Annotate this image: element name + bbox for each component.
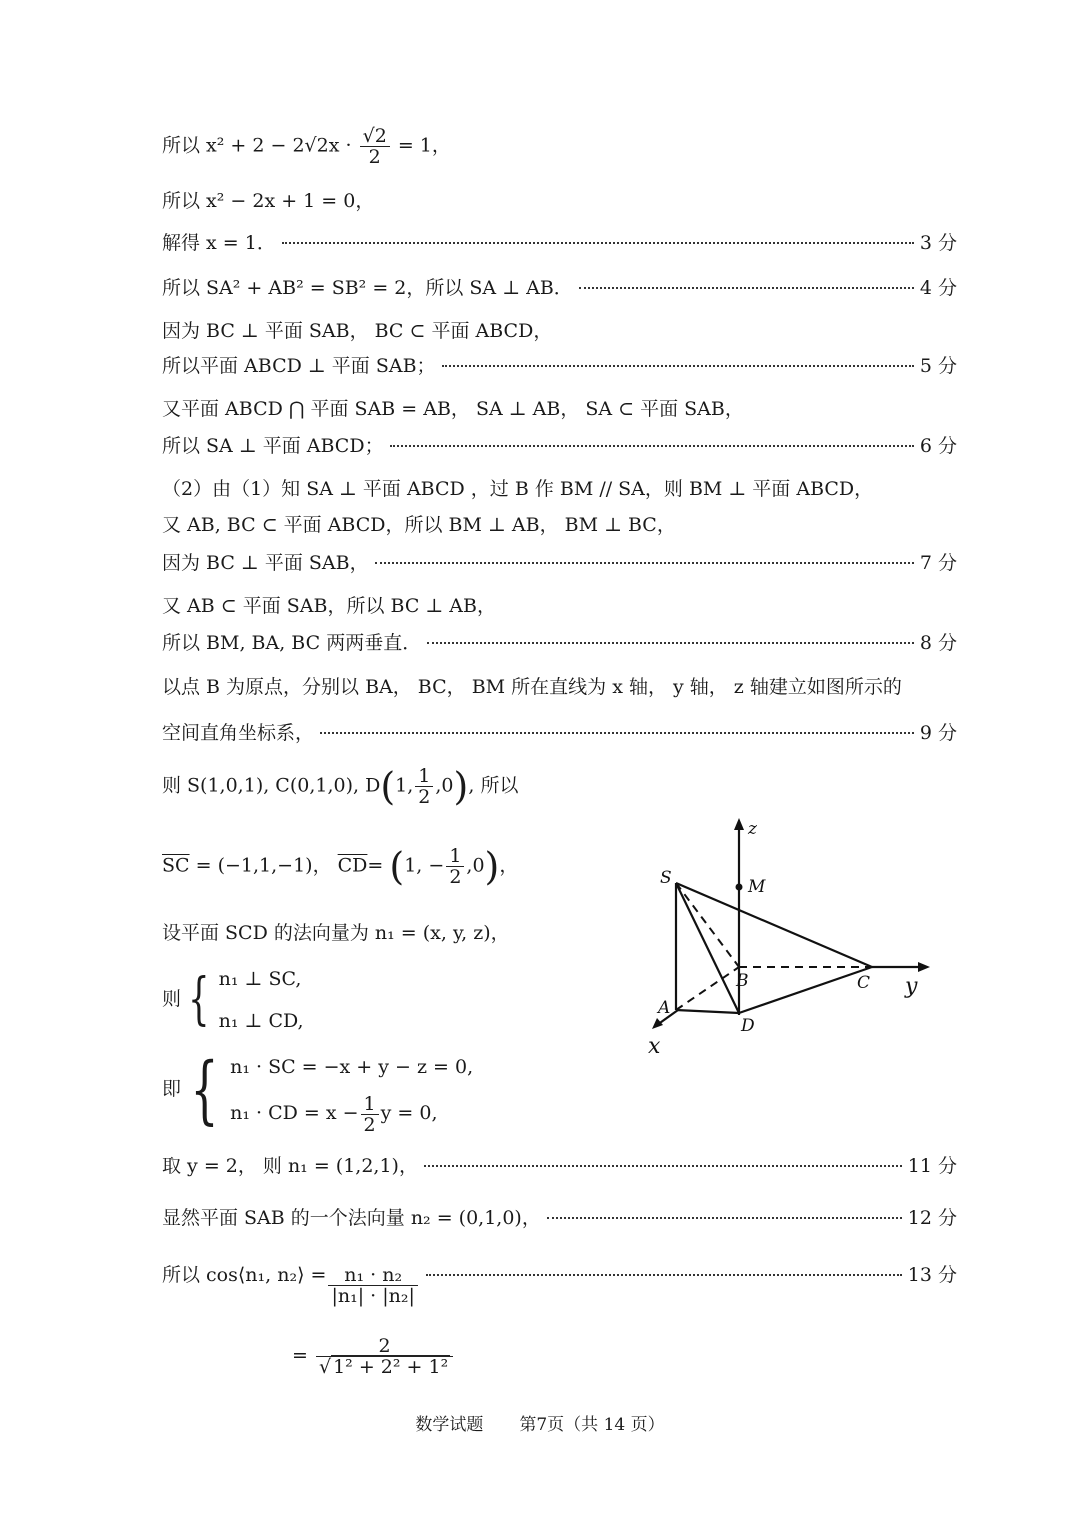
paren: ( [389,844,405,889]
line-scored-11 [162,550,957,576]
row-1: n₁ · SC = −x + y − z = 0, [230,1056,474,1078]
text: 所以 SA ⊥ 平面 ABCD； [162,435,384,457]
brace: { [188,967,210,1032]
text: = [367,854,390,877]
line-text-10: 又 AB, BC ⊂ 平面 ABCD，所以 BM ⊥ AB， BM ⊥ BC， [162,514,676,536]
edge-sc [676,883,872,967]
page-footer [0,1410,1080,1435]
line-scored-4 [162,275,957,301]
fraction [415,766,433,807]
text: 所以 x² + 2 − 2√2x · [162,134,352,157]
text: 取 y = 2， 则 n₁ = (1,2,1)， [162,1155,418,1177]
numerator: 2 [316,1336,453,1357]
text: , 所以 [468,774,519,797]
text: = [292,1344,308,1367]
leader-dots [424,1165,902,1167]
numerator: 1 [415,766,433,787]
text: 1, − [404,854,445,877]
fraction [316,1336,453,1377]
line-cos-value [292,1336,455,1377]
numerator: 1 [361,1094,379,1115]
system-perpendicular [162,958,304,1042]
text: 所以 BM, BA, BC 两两垂直． [162,632,422,654]
row-2 [230,1090,473,1136]
text: 显然平面 SAB 的一个法向量 n₂ = (0,1,0)， [162,1207,541,1229]
text: 则 S(1,0,1), C(0,1,0), D [162,774,381,797]
denominator: 2 [418,786,431,808]
line-scored-3 [162,230,957,256]
leader-dots [320,732,914,734]
line-scored-22 [162,1205,957,1231]
label-d: D [741,1016,755,1036]
label-y: y [905,974,918,999]
text: 空间直角坐标系， [162,722,315,744]
text: 所以 SA² + AB² = SB² = 2，所以 SA ⊥ AB． [162,277,573,299]
row-2: n₁ ⊥ CD, [218,1010,304,1032]
footer-subject: 数学试题 [415,1415,484,1435]
text: 1, [395,774,414,797]
leader-dots [426,1274,902,1276]
score-mark: 7 分 [919,552,957,574]
label-s: S [660,868,672,888]
radicand: 1² + 2² + 1² [333,1356,449,1378]
denominator: 2 [449,866,462,888]
text: ,0 [466,854,485,877]
fraction [328,1265,417,1306]
score-mark: 12 分 [907,1207,957,1229]
denominator: |n₁| · |n₂| [331,1285,415,1307]
vector-sc: $\overline{SC}$ [162,854,190,877]
text: 解得 x = 1． [162,232,276,254]
score-mark: 13 分 [907,1264,957,1286]
leader-dots [442,365,914,367]
footer-page: 第7页（共 14 页） [519,1415,665,1435]
leader-dots [547,1217,902,1219]
line-scored-8 [162,433,957,459]
numerator: n₁ · n₂ [328,1265,417,1286]
leader-dots [390,445,914,447]
line-text-18: 设平面 SCD 的法向量为 n₁ = (x, y, z)， [162,922,510,944]
label-a: A [658,998,671,1018]
text: 所以平面 ABCD ⊥ 平面 SAB； [162,355,436,377]
paren: ) [484,844,500,889]
numerator: 1 [446,846,464,867]
score-mark: 11 分 [907,1155,957,1177]
system-dot-products [162,1044,473,1136]
line-scored-13 [162,630,957,656]
score-mark: 9 分 [919,722,957,744]
vector-cd: $\overline{CD}$ [337,854,368,877]
brace: { [190,1047,219,1133]
text: ,0 [435,774,454,797]
paren: ( [380,764,396,809]
line-scored-6 [162,353,957,379]
label-b: B [736,971,749,991]
line-scored-21 [162,1153,957,1179]
text: ， [499,854,519,877]
label-m: M [748,877,766,897]
score-mark: 8 分 [919,632,957,654]
x-arrow [652,1018,663,1029]
denominator: √ 1² + 2² + 1² [318,1356,449,1378]
system-rows [219,958,304,1042]
leader-dots [282,242,914,244]
z-arrow [734,818,744,830]
system-rows [230,1044,473,1136]
y-arrow [918,962,930,972]
fraction [446,846,464,887]
line-text-7: 又平面 ABCD ⋂ 平面 SAB = AB， SA ⊥ AB， SA ⊂ 平面 SAB， [162,398,744,420]
score-mark: 6 分 [919,435,957,457]
leader-dots [427,642,914,644]
edge-dc [739,967,872,1013]
edge-ab [676,967,739,1010]
fraction [361,1094,379,1135]
fraction [360,126,390,167]
leader-dots [375,562,914,564]
text: n₁ · CD = x − [230,1102,359,1124]
score-mark: 5 分 [919,355,957,377]
text: 即 [162,1078,182,1100]
label-c: C [857,973,871,993]
text: = (−1,1,−1)， [195,854,332,877]
text: 所以 cos⟨n₁, n₂⟩ = [162,1264,327,1286]
point-m [736,884,743,891]
label-x: x [648,1034,661,1059]
line-coordinates [162,766,518,807]
edge-sd [676,883,739,1013]
denominator: 2 [363,1113,376,1136]
text: 则 [162,988,182,1010]
line-scored-23 [162,1262,957,1306]
label-z: z [748,819,757,839]
leader-dots [579,287,914,289]
text: = 1， [397,134,451,157]
denominator: 2 [368,146,381,168]
line-text-14: 以点 B 为原点，分别以 BA， BC， BM 所在直线为 x 轴， y 轴， z 轴建立如图所示的 [162,676,902,698]
edge-ad [676,1010,739,1013]
text: 因为 BC ⊥ 平面 SAB， [162,552,369,574]
line-text-12: 又 AB ⊂ 平面 SAB，所以 BC ⊥ AB， [162,595,496,617]
pyramid-coordinate-figure [630,810,940,1060]
line-scored-15 [162,720,957,746]
line-equation-2: 所以 x² − 2x + 1 = 0， [162,190,375,212]
score-mark: 4 分 [919,277,957,299]
line-equation-1 [162,126,451,167]
row-1: n₁ ⊥ SC, [218,968,302,990]
numerator: √2 [360,126,390,147]
line-text-5: 因为 BC ⊥ 平面 SAB， BC ⊂ 平面 ABCD， [162,320,553,342]
score-mark: 3 分 [919,232,957,254]
line-vectors [162,846,518,887]
paren: ) [453,764,469,809]
text: y = 0, [380,1102,438,1124]
line-text-9: （2）由（1）知 SA ⊥ 平面 ABCD ，过 B 作 BM // SA，则 BM ⊥ 平面 ABCD， [162,478,874,500]
